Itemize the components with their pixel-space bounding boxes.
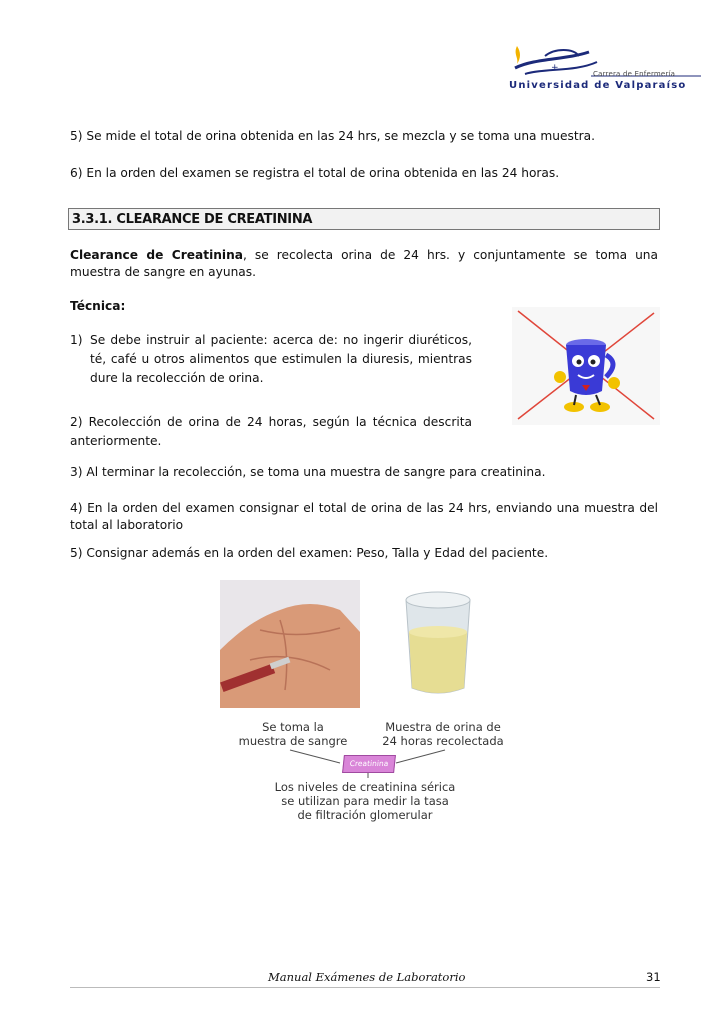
tecnica-label: Técnica:	[70, 299, 126, 313]
crossed-coffee-cup-icon	[512, 307, 660, 425]
lead-rest: , se recolecta orina de 24 hrs. y conjuntamente se toma una muestra de sangre en ayunas.	[70, 248, 658, 279]
university-logo	[505, 38, 705, 100]
step-3: 3) Al terminar la recolección, se toma una muestra de sangre para creatinina.	[70, 465, 546, 479]
caption-bottom-line-2: se utilizan para medir la tasa	[281, 794, 449, 808]
lead-paragraph	[70, 247, 658, 281]
creatinine-badge: Creatinina	[342, 755, 396, 773]
caption-bottom-line-3: de filtración glomerular	[297, 808, 433, 822]
step-5: 5) Consignar además en la orden del examen: Peso, Talla y Edad del paciente.	[70, 546, 549, 560]
logo-university-text: Universidad de Valparaíso	[509, 80, 687, 91]
caption-urine-line-1: Muestra de orina de	[385, 720, 501, 734]
step-1	[70, 331, 472, 388]
section-heading-box	[68, 208, 660, 230]
footer-title: Manual Exámenes de Laboratorio	[268, 970, 466, 984]
lead-bold: Clearance de Creatinina	[70, 248, 244, 262]
caption-urine-line-2: 24 horas recolectada	[382, 734, 504, 748]
intro-step-5: 5) Se mide el total de orina obtenida en las 24 hrs, se mezcla y se toma una muestra.	[70, 129, 595, 143]
caption-blood-line-2: muestra de sangre	[238, 734, 348, 748]
svg-text:+: +	[551, 63, 559, 73]
no-coffee-illustration	[512, 307, 660, 425]
step-2: 2) Recolección de orina de 24 horas, según la técnica descrita anteriormente.	[70, 415, 472, 448]
section-title: 3.3.1. CLEARANCE DE CREATININA	[72, 212, 313, 227]
caption-urine	[378, 720, 508, 748]
caption-bottom-line-1: Los niveles de creatinina sérica	[274, 780, 456, 794]
step-1-number: 1)	[70, 333, 83, 347]
caption-bottom	[250, 780, 480, 822]
creatinine-figure	[220, 580, 510, 830]
page-number: 31	[646, 970, 661, 984]
step-4: 4) En la orden del examen consignar el total de orina de las 24 hrs, enviando una muestra del total al laboratorio	[70, 501, 658, 532]
intro-step-6: 6) En la orden del examen se registra el total de orina obtenida en las 24 horas.	[70, 166, 560, 180]
caption-blood	[238, 720, 348, 748]
caption-blood-line-1: Se toma la	[262, 720, 324, 734]
footer-divider	[70, 987, 660, 988]
logo-program-text: Carrera de Enfermería	[593, 70, 676, 78]
step-1-text: Se debe instruir al paciente: acerca de: no ingerir diuréticos, té, café u otros alimentos que estimulen la diuresis, mientras dure la recolección de orina.	[90, 333, 472, 385]
